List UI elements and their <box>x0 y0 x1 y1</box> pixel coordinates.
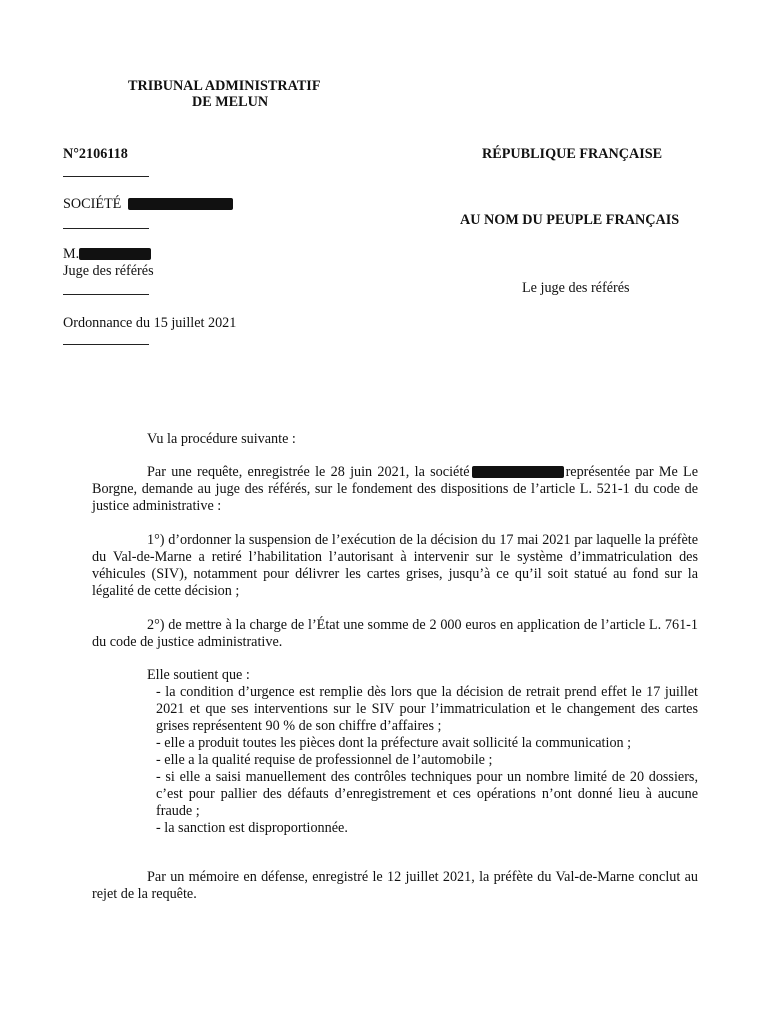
paragraph-conclusion-1 <box>92 532 698 600</box>
conclusion-1-text: 1°) d’ordonner la suspension de l’exécution de la décision du 17 mai 2021 par laquelle la préfète du Val-de-Marne a retiré l’habilitation l’autorisant à intervenir sur le système d’immatriculation des véhicules (SIV), notamment pour délivrer les cartes grises, jusqu’à ce qu’il soit statué au fond sur la légalité de cette décision ; <box>92 532 698 599</box>
paragraph-conclusion-2 <box>92 617 698 651</box>
company-prefix: SOCIÉTÉ <box>63 196 122 212</box>
divider <box>63 228 149 229</box>
redacted-judge-name <box>79 248 151 260</box>
redacted-company-name <box>128 198 233 210</box>
list-item: - la sanction est disproportionnée. <box>156 820 348 836</box>
judge-role: Juge des référés <box>63 263 154 279</box>
divider <box>63 176 149 177</box>
procedure-heading: Vu la procédure suivante : <box>147 431 296 447</box>
list-item: - elle a la qualité requise de professionnel de l’automobile ; <box>156 752 493 768</box>
arguments-list <box>156 684 698 837</box>
conclusion-2-text: 2°) de mettre à la charge de l’État une somme de 2 000 euros en application de l’article L. 761-1 du code de justice administrative. <box>92 617 698 650</box>
list-item: - la condition d’urgence est remplie dès lors que la décision de retrait prend effet le 17 juillet 2021 et que ses interventions sur le SIV pour l’immatriculation et le changement des cartes grises représentent 90 % de son chiffre d’affaires ; <box>156 684 698 734</box>
soutient-heading: Elle soutient que : <box>147 667 250 683</box>
redacted-company-name-body <box>472 466 564 478</box>
court-name-line2: DE MELUN <box>192 94 269 110</box>
republic-heading: RÉPUBLIQUE FRANÇAISE <box>482 146 663 162</box>
case-number: N°2106118 <box>63 146 128 162</box>
au-nom-heading: AU NOM DU PEUPLE FRANÇAIS <box>460 212 680 228</box>
judge-right-label: Le juge des référés <box>522 280 630 296</box>
paragraph-requete <box>92 464 698 515</box>
list-item: - si elle a saisi manuellement des contrôles techniques pour un nombre limité de 20 dossiers, c’est pour pallier des défauts d’enregistrement et ces opérations n’ont donné lieu à aucune fraude ; <box>156 769 698 819</box>
company-line <box>63 196 233 213</box>
divider <box>63 294 149 295</box>
defense-text: Par un mémoire en défense, enregistré le 12 juillet 2021, la préfète du Val-de-Marne conclut au rejet de la requête. <box>92 869 698 902</box>
requete-text-b: représentée par Me Le Borgne, demande au juge des référés, sur le fondement des dispositions de l’article L. 521-1 du code de justice administrative : <box>92 464 699 514</box>
list-item: - elle a produit toutes les pièces dont la préfecture avait sollicité la communication ; <box>156 735 632 751</box>
judge-prefix: M. <box>63 246 80 262</box>
ordonnance-date: Ordonnance du 15 juillet 2021 <box>63 315 237 331</box>
divider <box>63 344 149 345</box>
judge-name-line <box>63 246 151 263</box>
court-name-line1: TRIBUNAL ADMINISTRATIF <box>128 78 321 94</box>
requete-text-a: Par une requête, enregistrée le 28 juin 2021, la société <box>147 464 470 480</box>
paragraph-defense <box>92 869 698 903</box>
